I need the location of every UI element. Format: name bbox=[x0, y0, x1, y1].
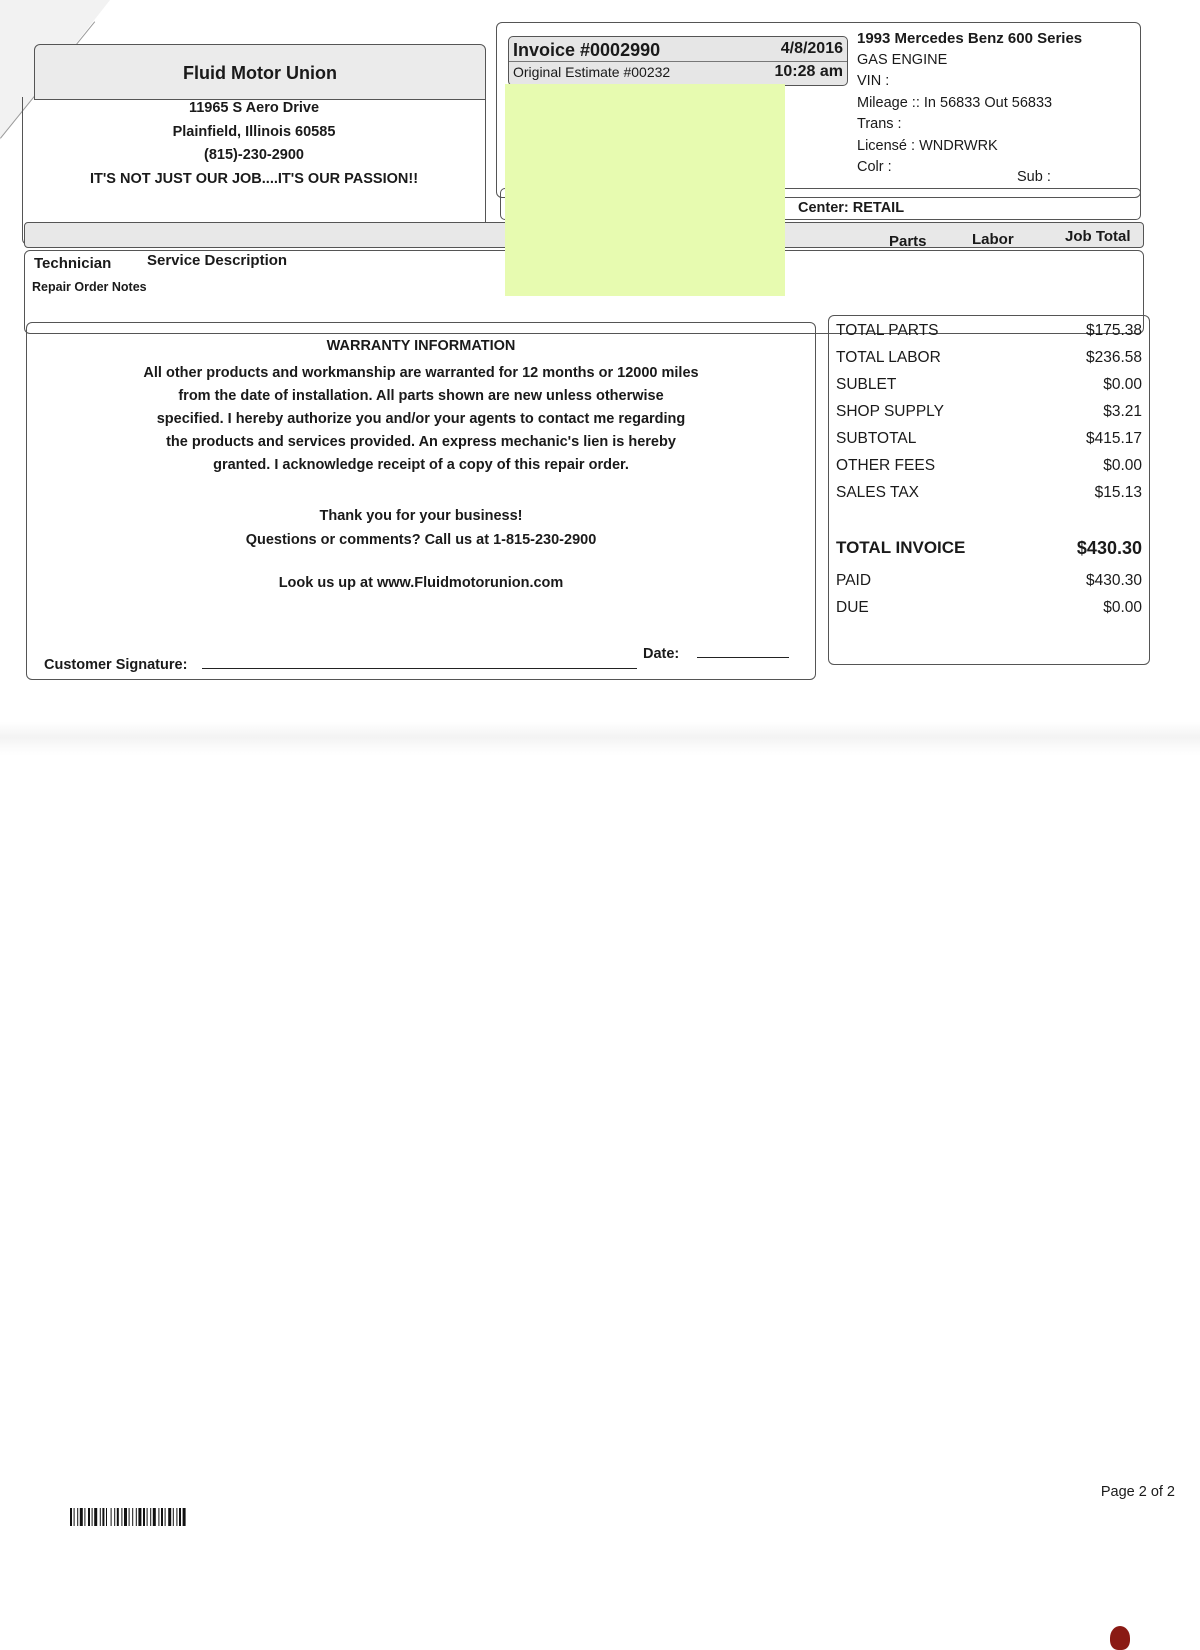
shop-name: Fluid Motor Union bbox=[34, 44, 486, 100]
total-label: TOTAL PARTS bbox=[836, 322, 939, 339]
barcode-bar bbox=[136, 1508, 137, 1526]
barcode-bar bbox=[70, 1508, 72, 1526]
warranty-line: All other products and workmanship are warranted for 12 months or 12000 miles bbox=[143, 365, 699, 381]
vehicle-vin: VIN : bbox=[857, 73, 890, 89]
paid-amount: $430.30 bbox=[1085, 572, 1142, 589]
col-labor: Labor bbox=[972, 231, 1014, 248]
barcode-bar bbox=[168, 1508, 171, 1526]
shop-phone: (815)-230-2900 bbox=[204, 147, 304, 163]
col-technician: Technician bbox=[34, 255, 112, 272]
total-label: SUBTOTAL bbox=[836, 430, 917, 447]
barcode-bar bbox=[102, 1508, 104, 1526]
sales-tax-row bbox=[836, 484, 1142, 502]
barcode-bar bbox=[92, 1508, 93, 1526]
paid-label: PAID bbox=[836, 572, 872, 589]
total-invoice-label: TOTAL INVOICE bbox=[836, 538, 966, 557]
barcode-bar bbox=[117, 1508, 119, 1526]
total-label: TOTAL LABOR bbox=[836, 349, 941, 366]
warranty-line: granted. I acknowledge receipt of a copy of this repair order. bbox=[213, 457, 629, 473]
total-parts-row bbox=[836, 322, 1142, 340]
warranty-line: specified. I hereby authorize you and/or your agents to contact me regarding bbox=[156, 411, 686, 427]
shop-address: 11965 S Aero Drive bbox=[188, 100, 320, 116]
date-line[interactable] bbox=[697, 657, 789, 658]
invoice-number: Invoice #0002990 bbox=[513, 40, 661, 60]
col-service-description: Service Description bbox=[147, 252, 288, 269]
due-row bbox=[836, 599, 1142, 617]
barcode-bar bbox=[176, 1508, 177, 1526]
barcode-bar bbox=[165, 1508, 166, 1526]
barcode bbox=[70, 1508, 266, 1526]
total-amount: $0.00 bbox=[1103, 376, 1142, 393]
total-label: SALES TAX bbox=[836, 484, 919, 501]
barcode-bar bbox=[143, 1508, 145, 1526]
barcode-bar bbox=[114, 1508, 115, 1526]
page-number: Page 2 of 2 bbox=[1100, 1484, 1175, 1500]
paid-row bbox=[836, 572, 1142, 590]
barcode-bar bbox=[106, 1508, 107, 1526]
barcode-bar bbox=[147, 1508, 148, 1526]
shop-city: Plainfield, Illinois 60585 bbox=[172, 123, 336, 140]
barcode-bar bbox=[84, 1508, 85, 1526]
thank-you-block bbox=[26, 504, 816, 552]
subtotal-row bbox=[836, 430, 1142, 448]
thank-you-text: Thank you for your business! bbox=[319, 508, 523, 524]
sublet-row bbox=[836, 376, 1142, 394]
total-amount: $15.13 bbox=[1094, 484, 1142, 501]
other-fees-row bbox=[836, 457, 1142, 475]
invoice-header bbox=[508, 36, 848, 86]
due-label: DUE bbox=[836, 599, 869, 616]
sticky-note-redaction bbox=[505, 84, 785, 296]
shop-supply-row bbox=[836, 403, 1142, 421]
barcode-bar bbox=[132, 1508, 133, 1526]
total-amount: $0.00 bbox=[1103, 457, 1142, 474]
customer-signature-label: Customer Signature: bbox=[44, 657, 188, 673]
barcode-bar bbox=[124, 1508, 127, 1526]
original-estimate: Original Estimate #00232 bbox=[513, 64, 671, 80]
barcode-bar bbox=[121, 1508, 122, 1526]
warranty-line: the products and services provided. An express mechanic's lien is hereby bbox=[166, 434, 676, 450]
barcode-bar bbox=[173, 1508, 174, 1526]
barcode-graphic bbox=[70, 1508, 266, 1526]
website-text: Look us up at www.Fluidmotorunion.com bbox=[278, 575, 564, 591]
invoice-time: 10:28 am bbox=[774, 63, 843, 80]
col-parts: Parts bbox=[889, 233, 927, 250]
vehicle-color: Colr : bbox=[857, 159, 892, 175]
total-invoice-amount: $430.30 bbox=[1076, 538, 1142, 558]
barcode-bar bbox=[129, 1508, 130, 1526]
barcode-bar bbox=[153, 1508, 156, 1526]
barcode-bar bbox=[111, 1508, 112, 1526]
warranty-title: WARRANTY INFORMATION bbox=[326, 338, 516, 354]
total-amount: $175.38 bbox=[1085, 322, 1142, 339]
barcode-bar bbox=[158, 1508, 159, 1526]
barcode-bar bbox=[80, 1508, 83, 1526]
total-label: SHOP SUPPLY bbox=[836, 403, 944, 420]
warranty-text bbox=[26, 362, 816, 477]
vehicle-info bbox=[857, 28, 1083, 185]
total-amount: $415.17 bbox=[1085, 430, 1142, 447]
barcode-bar bbox=[100, 1508, 101, 1526]
paper-crease bbox=[0, 722, 1200, 756]
due-amount: $0.00 bbox=[1103, 599, 1142, 616]
invoice-date: 4/8/2016 bbox=[780, 40, 843, 57]
total-amount: $3.21 bbox=[1103, 403, 1142, 420]
total-amount: $236.58 bbox=[1085, 349, 1142, 366]
barcode-bar bbox=[88, 1508, 90, 1526]
vehicle-license: Licensé : WNDRWRK bbox=[857, 137, 998, 154]
barcode-bar bbox=[183, 1508, 186, 1526]
barcode-bar bbox=[138, 1508, 141, 1526]
ink-stain bbox=[1110, 1626, 1130, 1650]
barcode-bar bbox=[161, 1508, 163, 1526]
invoice-divider bbox=[509, 61, 847, 62]
center-label: Center: RETAIL bbox=[798, 200, 905, 216]
barcode-bar bbox=[94, 1508, 97, 1526]
vehicle-mileage: Mileage :: In 56833 Out 56833 bbox=[857, 94, 1053, 111]
vehicle-title: 1993 Mercedes Benz 600 Series bbox=[857, 30, 1083, 47]
signature-date-label: Date: bbox=[643, 646, 680, 662]
warranty-line: from the date of installation. All parts shown are new unless otherwise bbox=[178, 388, 664, 404]
vehicle-sub: Sub : bbox=[1017, 169, 1051, 185]
barcode-bar bbox=[77, 1508, 78, 1526]
barcode-bar bbox=[74, 1508, 75, 1526]
total-invoice-row bbox=[836, 538, 1142, 559]
shop-slogan: IT'S NOT JUST OUR JOB....IT'S OUR PASSION!! bbox=[89, 170, 419, 187]
total-label: SUBLET bbox=[836, 376, 897, 393]
vehicle-trans: Trans : bbox=[857, 116, 902, 132]
barcode-bar bbox=[150, 1508, 151, 1526]
vehicle-engine: GAS ENGINE bbox=[857, 51, 948, 68]
total-labor-row bbox=[836, 349, 1142, 367]
repair-order-notes-label: Repair Order Notes bbox=[32, 280, 147, 294]
col-job-total: Job Total bbox=[1065, 228, 1131, 245]
signature-line[interactable] bbox=[202, 668, 637, 669]
barcode-bar bbox=[179, 1508, 181, 1526]
total-label: OTHER FEES bbox=[836, 457, 936, 474]
questions-text: Questions or comments? Call us at 1-815-230-2900 bbox=[245, 532, 597, 548]
